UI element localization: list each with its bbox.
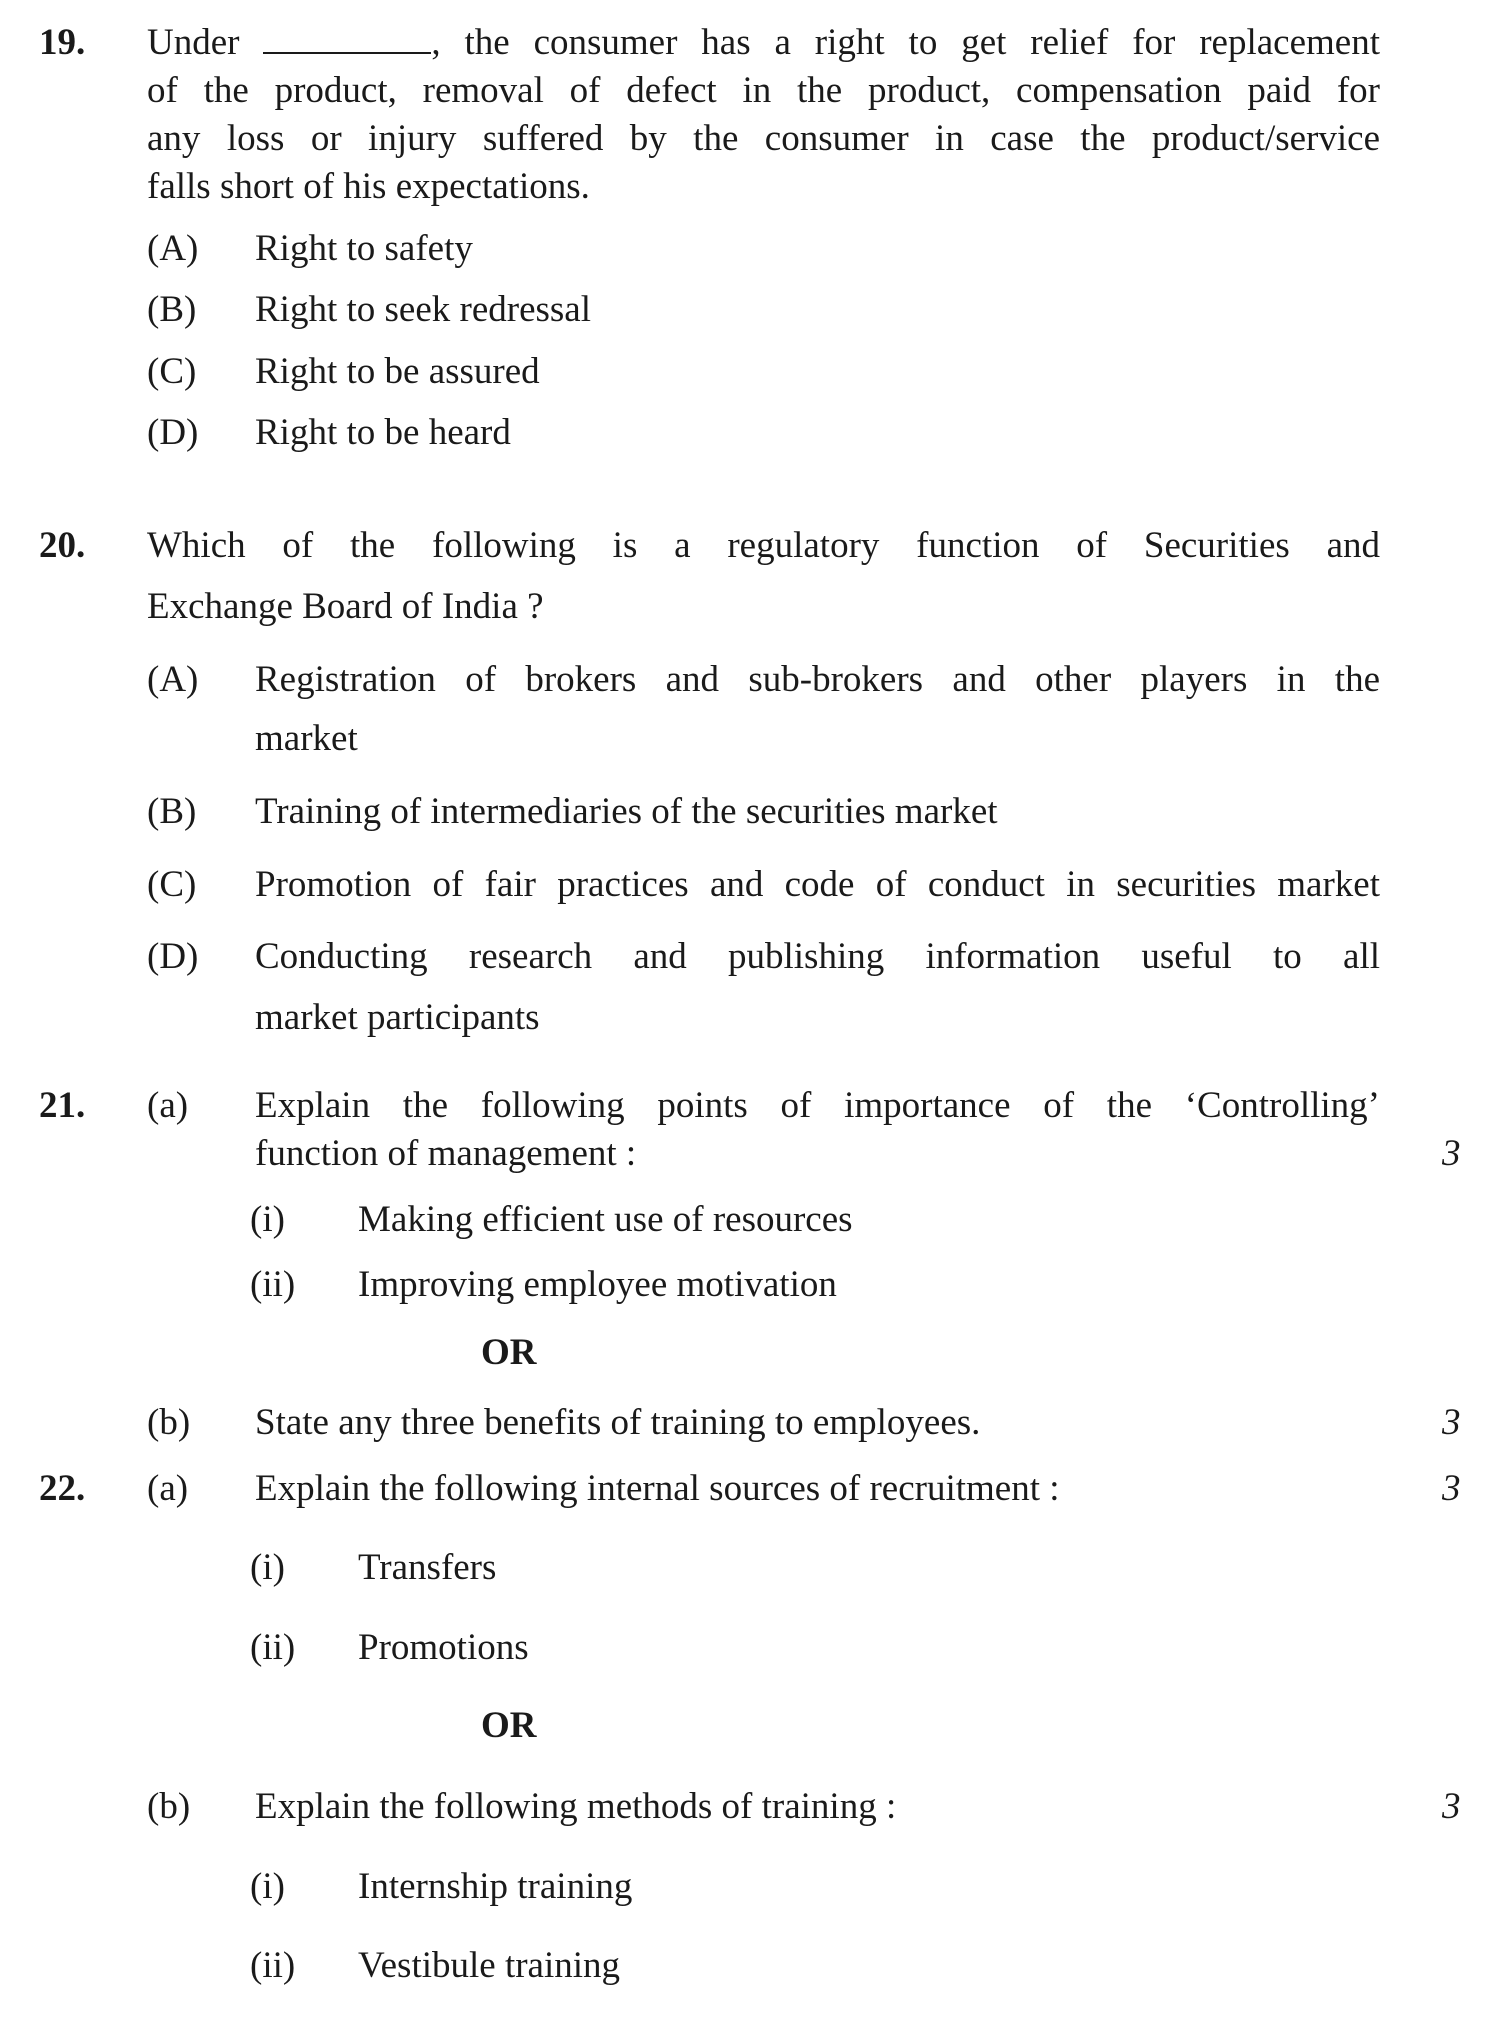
or-separator: OR [481,1705,537,1746]
option-text-cont: market [255,718,358,759]
or-separator: OR [481,1332,537,1373]
option-label: (B) [147,791,197,832]
option-text: Right to be assured [255,351,540,392]
option-text-cont: market participants [255,997,540,1038]
option-label: (A) [147,228,199,269]
sub-item-label: (ii) [250,1627,296,1668]
sub-item-text: Promotions [358,1627,529,1668]
marks: 3 [1442,1468,1461,1509]
option-label: (A) [147,659,199,700]
q20-line-2: Exchange Board of India ? [147,586,544,627]
marks: 3 [1442,1133,1461,1174]
sub-item-label: (ii) [250,1264,296,1305]
option-text: Right to safety [255,228,473,269]
option-text: Training of intermediaries of the securities market [255,791,998,832]
q19-line-4: falls short of his expectations. [147,166,590,207]
question-number-21: 21. [39,1085,86,1126]
part-label: (b) [147,1402,191,1443]
option-label: (C) [147,864,197,905]
option-label: (B) [147,289,197,330]
sub-item-text: Vestibule training [358,1945,621,1986]
q21b-text: State any three benefits of training to employees. [255,1402,981,1443]
fill-in-blank [263,22,431,54]
sub-item-label: (i) [250,1866,285,1907]
sub-item-label: (i) [250,1199,285,1240]
part-label: (a) [147,1468,189,1509]
option-text: Promotion of fair practices and code of conduct in securities market [255,864,1380,905]
option-text: Right to seek redressal [255,289,591,330]
q22a-text: Explain the following internal sources of recruitment : [255,1468,1060,1509]
sub-item-label: (i) [250,1547,285,1588]
part-label: (b) [147,1786,191,1827]
marks: 3 [1442,1786,1461,1827]
q19-line-1 [147,21,1380,65]
sub-item-text: Transfers [358,1547,497,1588]
sub-item-text: Making efficient use of resources [358,1199,853,1240]
sub-item-text: Internship training [358,1866,633,1907]
option-label: (D) [147,936,199,977]
question-number-20: 20. [39,525,86,566]
q19-line-3: any loss or injury suffered by the consumer in case the product/service [147,118,1380,159]
q21a-line-1: Explain the following points of importance of the ‘Controlling’ [255,1085,1380,1126]
question-number-19: 19. [39,22,86,63]
marks: 3 [1442,1402,1461,1443]
option-text: Registration of brokers and sub-brokers and other players in the [255,659,1380,700]
q22b-text: Explain the following methods of training : [255,1786,897,1827]
sub-item-label: (ii) [250,1945,296,1986]
q21a-line-2: function of management : [255,1133,637,1174]
option-text: Right to be heard [255,412,511,453]
option-label: (D) [147,412,199,453]
q20-line-1: Which of the following is a regulatory function of Securities and [147,525,1380,566]
q19-line1-rest: , the consumer has a right to get relief for replacement [431,22,1381,63]
q19-line-2: of the product, removal of defect in the product, compensation paid for [147,70,1380,111]
option-label: (C) [147,351,197,392]
part-label: (a) [147,1085,189,1126]
q19-pre-blank: Under [147,22,240,63]
sub-item-text: Improving employee motivation [358,1264,837,1305]
question-number-22: 22. [39,1468,86,1509]
option-text: Conducting research and publishing information useful to all [255,936,1380,977]
